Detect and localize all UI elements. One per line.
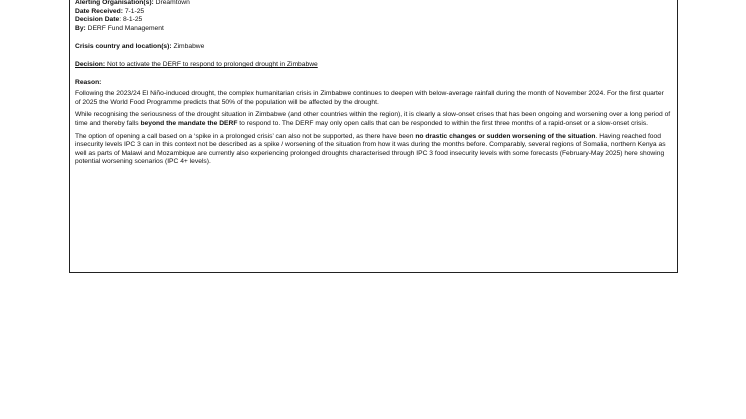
decision-date-value: : 8-1-25 — [119, 16, 143, 24]
reason-p3-text-a: The option of opening a call based on a ‘spike in a prolonged crisis’ can also not be supported, as there have been — [75, 132, 416, 140]
reason-paragraph-3 — [75, 133, 671, 167]
reason-paragraph-1: Following the 2023/24 El Niño-induced drought, the complex humanitarian crisis in Zimbabwe continues to deepen with below-average rainfall during the month of November 2024. For the first quarter of 2025 the World Food Programme predicts that 50% of the population will be affected by the drought. — [75, 90, 664, 106]
reason-p3-bold: no drastic changes or sudden worsening of the situation — [415, 132, 596, 140]
by-line — [75, 25, 671, 34]
decision-value: Not to activate the DERF to respond to prolonged drought in Zimbabwe — [106, 60, 318, 68]
alerting-organisation-line — [75, 0, 671, 8]
reason-p2-text-b: to respond to. The DERF may only open calls that can be responded to within the first three months of a rapid-onset or a slow-onset crisis. — [237, 119, 649, 127]
date-received-label: Date Received: — [75, 7, 123, 15]
alerting-organisation-label: Alerting Organisation(s): — [75, 0, 154, 6]
decision-document-box — [69, 0, 678, 273]
reason-p3-text-b: . Having reached food insecurity levels IPC 3 can in this context not be described as a spike / worsening of the situation from how it was during the months before. Comparably, several regions of Somalia, northern Kenya as well as parts of Malawi and Mozambique are currently also experiencing prolonged droughts characterised through IPC 3 food insecurity levels with some forecasts (February-May 2025) here showing potential worsening scenarios (IPC 4+ levels). — [75, 132, 666, 166]
by-value: DERF Fund Management — [87, 24, 164, 32]
date-received-value: 7-1-25 — [124, 7, 145, 15]
decision-line — [75, 61, 671, 70]
by-label: By: — [75, 24, 86, 32]
crisis-line — [75, 43, 671, 52]
crisis-label: Crisis country and location(s): — [75, 43, 172, 51]
reason-p2-bold: beyond the mandate the DERF — [140, 119, 238, 127]
reason-heading: Reason: — [75, 78, 102, 86]
reason-p2-text-a: While recognising the seriousness of the drought situation in Zimbabwe (and other countries within the region), it is clearly a slow-onset crises that has been ongoing and worsening over a long period of time and thereby falls — [75, 111, 671, 127]
reason-paragraph-2 — [75, 111, 671, 128]
decision-label: Decision: — [75, 60, 106, 68]
date-received-line — [75, 8, 671, 17]
crisis-value: Zimbabwe — [173, 43, 205, 51]
alerting-organisation-value: Dreamtown — [155, 0, 190, 6]
decision-date-line — [75, 16, 671, 25]
decision-date-label: Decision Date — [75, 16, 120, 24]
